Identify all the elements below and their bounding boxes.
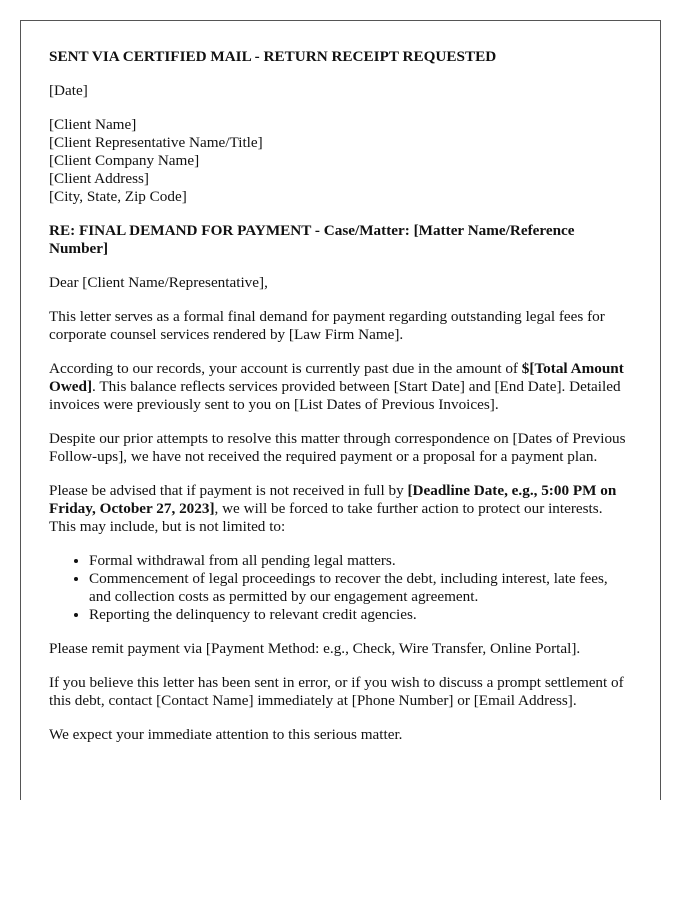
closing-paragraph: We expect your immediate attention to this serious matter. (49, 726, 403, 743)
records-lead-text: According to our records, your account is currently past due in the amount of (49, 360, 522, 377)
recipient-address: [Client Address] (49, 170, 149, 187)
payment-deadline: [Deadline Date, e.g., 5:00 PM on Friday, October 27, 2023] (49, 482, 617, 517)
letter-date: [Date] (49, 82, 88, 99)
recipient-representative: [Client Representative Name/Title] (49, 134, 263, 151)
advisory-lead-text: Please be advised that if payment is not received in full by (49, 482, 408, 499)
contact-paragraph: If you believe this letter has been sent in error, or if you wish to discuss a prompt settlement of this debt, contact [Contact Name] immediately at [Phone Number] or [Email Address]. (49, 674, 624, 709)
recipient-name: [Client Name] (49, 116, 137, 133)
intro-paragraph: This letter serves as a formal final demand for payment regarding outstanding legal fees for corporate counsel services rendered by [Law Firm Name]. (49, 308, 605, 343)
subject-line: RE: FINAL DEMAND FOR PAYMENT - Case/Matter: [Matter Name/Reference Number] (49, 222, 575, 257)
recipient-address-block (49, 116, 632, 206)
recipient-company: [Client Company Name] (49, 152, 200, 169)
letter-page (20, 20, 661, 800)
list-item: • Formal withdrawal from all pending legal matters. (89, 552, 632, 570)
salutation: Dear [Client Name/Representative], (49, 274, 268, 291)
prior-attempts-paragraph: Despite our prior attempts to resolve this matter through correspondence on [Dates of Previous Follow-ups], we have not received the required payment or a proposal for a payment plan. (49, 430, 626, 465)
mail-notice-heading: SENT VIA CERTIFIED MAIL - RETURN RECEIPT REQUESTED (49, 48, 497, 65)
records-paragraph (49, 360, 632, 414)
list-item: • Reporting the delinquency to relevant credit agencies. (89, 606, 632, 624)
recipient-city-state-zip: [City, State, Zip Code] (49, 188, 187, 205)
consequences-list (49, 552, 632, 624)
list-item: • Commencement of legal proceedings to recover the debt, including interest, late fees, and collection costs as permitted by our engagement agreement. (89, 570, 632, 606)
remit-paragraph: Please remit payment via [Payment Method: e.g., Check, Wire Transfer, Online Portal]. (49, 640, 581, 657)
amount-owed: $[Total Amount Owed] (49, 360, 624, 395)
records-rest-text: . This balance reflects services provided between [Start Date] and [End Date]. Detailed invoices were previously sent to you on [List Dates of Previous Invoices]. (49, 378, 621, 413)
advisory-rest-text: , we will be forced to take further action to protect our interests. This may include, but is not limited to: (49, 500, 603, 535)
advisory-paragraph (49, 482, 632, 536)
